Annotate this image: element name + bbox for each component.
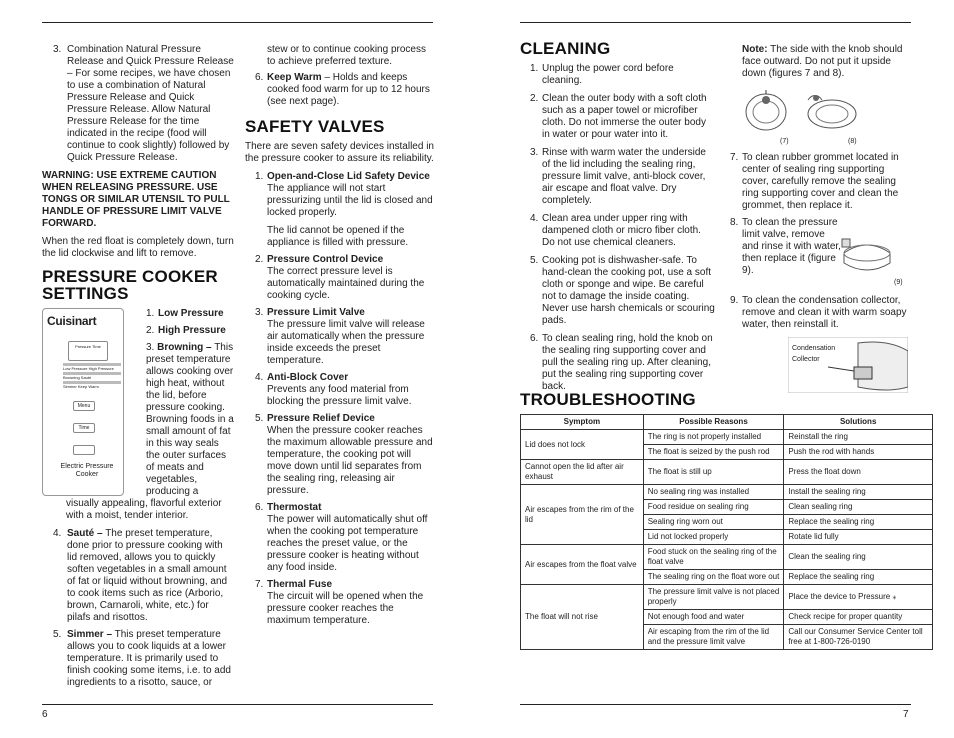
symptom-cell: The float will not rise [521,585,644,650]
safety-valves-heading: SAFETY VALVES [245,117,385,136]
symptom-header: Symptom [521,415,644,430]
list-item: 2. Clean the outer body with a soft cloth such as a paper towel or microfiber cloth. Do not immerse the outer body in water or pour water into it. [530,93,707,140]
list-item: 1. Open-and-Close Lid Safety Device The appliance will not start pressurizing until the lid is closed and locked properly. The lid cannot be opened if the appliance is filled with pressure. [255,171,433,248]
solution-cell: Clean sealing ring [784,500,933,515]
table-row [521,585,933,610]
valves-list [245,171,435,627]
list-item: 2. Pressure Control Device The correct pressure level is automatically maintained during the cooking cycle. [255,254,425,301]
browning-continuation: visually appealing, flavorful exterior with a moist, tender interior. [66,498,222,521]
troubleshooting-table [520,414,933,650]
list-item: 1. Unplug the power cord before cleaning. [530,63,674,86]
list-item: 3. Browning – This preset temperature allows cooking over high heat, without the lid, before pressure cooking. Browning foods in a small amount of fat in this way seals the outer surfaces of meats and vegetables, producing a [146,342,234,497]
settings-heading: PRESSURE COOKER SETTINGS [42,267,218,303]
troubleshooting-heading: TROUBLESHOOTING [520,390,696,409]
list-item: 7. To clean rubber grommet located in center of sealing ring supporting cover, carefully remove the sealing ring supporting cover and clean the grommet, then replace it. [730,152,899,211]
menu-button: Menu [73,401,95,411]
cleaning-column-2 [730,44,912,393]
bottom-rule-left [42,704,433,705]
figure-9-illustration [838,233,896,281]
solution-cell: Press the float down [784,460,933,485]
list-item: 3. Combination Natural Pressure Release and Quick Pressure Release – For some recipes, we have chosen to use a combination of Natural Pressure Release and Quick Pressure Release. Allow Natural Pressure Release for the time indicated in the recipe (food will continue to cook slightly) followed by Quick Pressure Release. [53,44,234,163]
reason-cell: The float is still up [643,460,784,485]
solution-cell: Install the sealing ring [784,485,933,500]
list-item: 4. Anti-Block Cover Prevents any food material from blocking the pressure limit valve. [255,372,412,407]
cleaning-list [520,63,715,393]
table-row [521,460,933,485]
cleaning-column [520,40,715,399]
reason-cell: Air escaping from the rim of the lid and the pressure limit valve [643,625,784,650]
control-panel-illustration [42,308,124,496]
solutions-header: Solutions [784,415,933,430]
note-text: Note: The side with the knob should face outward. Do not put it upside down (figures 7 and 8). [742,44,903,79]
reason-cell: The float is seized by the push rod [643,445,784,460]
reason-cell: Sealing ring worn out [643,515,784,530]
solution-cell: Replace the sealing ring [784,570,933,585]
reason-cell: The sealing ring on the float wore out [643,570,784,585]
solution-cell: Rotate lid fully [784,530,933,545]
list-item: 6. To clean sealing ring, hold the knob on the sealing ring supporting cover and pull the sealing ring up. After cleaning, put the sealing ring supporting cover back. [530,333,713,392]
list-item: 5. Pressure Relief Device When the pressure cooker reaches the maximum allowable pressure and temperature, the cooking pot will move down until lid separates from the sealing ring, releasing air pressure. [255,413,433,496]
stew-continuation: stew or to continue cooking process to achieve preferred texture. [267,44,426,67]
solution-cell: Place the device to Pressure ⁎ [784,585,933,610]
solution-cell: Check recipe for proper quantity [784,610,933,625]
table-header-row [521,415,933,430]
figure-7-illustration [742,90,790,140]
reasons-header: Possible Reasons [643,415,784,430]
reason-cell: Food residue on sealing ring [643,500,784,515]
reason-cell: The ring is not properly installed [643,430,784,445]
figure-8-label: (8) [848,138,857,145]
table-row [521,545,933,570]
page-number-right: 7 [903,709,909,720]
product-name: Electric Pressure Cooker [60,463,114,478]
page-number-left: 6 [42,709,48,720]
bottom-rule-right [520,704,911,705]
list-item: 3. Rinse with warm water the underside of the lid including the sealing ring, pressure limit valve, anti-block cover, air escape and float valve. Dry completely. [530,147,706,206]
list-item: 7. Thermal Fuse The circuit will be opened when the pressure cooker reaches the maximum temperature. [255,579,424,626]
panel-display: Pressure Time [68,341,108,361]
list-item: 6. Thermostat The power will automatically shut off when the cooking pot temperature reaches the preset value, or the pressure cooker is heating without any food inside. [255,502,428,573]
top-rule-left [42,22,433,23]
panel-row-2: Browning Sauté [63,372,121,380]
cuisinart-logo: Cuisinart [47,314,97,328]
symptom-cell: Air escapes from the float valve [521,545,644,585]
list-item: 9. To clean the condensation collector, remove and clean it with warm soapy water, then reinstall it. [730,295,907,330]
list-item: 8. To clean the pressure limit valve, remove and rinse it with water, then replace it (figure 9). [730,217,841,276]
table-row [521,485,933,500]
middle-column [245,44,435,632]
figure-9-label: (9) [894,279,903,286]
figure-8-illustration [802,90,862,140]
list-item: 1. Low Pressure [146,308,224,319]
reason-cell: The pressure limit valve is not placed properly [643,585,784,610]
solution-cell: Replace the sealing ring [784,515,933,530]
list-item: 4. Clean area under upper ring with dampened cloth or micro fiber cloth. Do not use chemical cleaners. [530,213,701,248]
condensation-collector-label: Condensation Collector [792,345,836,363]
list-item: 4. Sauté – The preset temperature, done prior to pressure cooking with lid removed, allows you to quickly soften vegetables in a small amount of fat or liquid without browning, and to cook items such as rice (Arborio, brown, Carnaroli, white, etc.) for pilafs and risottos. [53,528,228,623]
red-float-text: When the red float is completely down, turn the lid clockwise and lift to remove. [42,236,234,259]
reason-cell: Not enough food and water [643,610,784,625]
left-column [42,44,234,694]
list-item: 2. High Pressure [146,325,226,336]
list-item: 5. Simmer – This preset temperature allows you to cook liquids at a lower temperature. It is primarily used to finish cooking some items, i.e. to add ingredients to a risotto, sauce, or [53,629,231,688]
reason-cell: Lid not locked properly [643,530,784,545]
start-button [73,445,95,455]
figure-7-label: (7) [780,138,789,145]
solution-cell: Push the rod with hands [784,445,933,460]
reason-cell: Food stuck on the sealing ring of the float valve [643,545,784,570]
condensation-collector-illustration [788,337,908,393]
solution-cell: Call our Consumer Service Center toll free at 1-800-726-0190 [784,625,933,650]
time-button: Time [73,423,95,433]
solution-cell: Reinstall the ring [784,430,933,445]
symptom-cell: Cannot open the lid after air exhaust [521,460,644,485]
list-item: 5. Cooking pot is dishwasher-safe. To hand-clean the cooking pot, use a soft cloth or sponge and wipe. Be careful not to damage the inside coating. Never use harsh chemicals or scouring pads. [530,255,715,326]
list-item: 3. Pressure Limit Valve The pressure limit valve will release air automatically when the pressure inside exceeds the preset temperature. [255,307,425,366]
list-item: 6. Keep Warm – Holds and keeps cooked food warm for up to 12 hours (see next page). [255,72,430,107]
valves-intro: There are seven safety devices installed in the pressure cooker to assure its reliability. [245,141,434,164]
panel-row-1: Low Pressure High Pressure [63,363,121,371]
solution-cell: Clean the sealing ring [784,545,933,570]
table-row [521,430,933,445]
reason-cell: No sealing ring was installed [643,485,784,500]
symptom-cell: Lid does not lock [521,430,644,460]
symptom-cell: Air escapes from the rim of the lid [521,485,644,545]
panel-row-3: Simmer Keep Warm [63,381,121,389]
cleaning-heading: CLEANING [520,39,611,58]
top-rule-right [520,22,911,23]
warning-text: WARNING: USE EXTREME CAUTION WHEN RELEASING PRESSURE. USE TONGS OR SIMILAR UTENSIL TO PULL HANDLE OF PRESSURE LIMIT VALVE FORWARD. [42,170,230,229]
